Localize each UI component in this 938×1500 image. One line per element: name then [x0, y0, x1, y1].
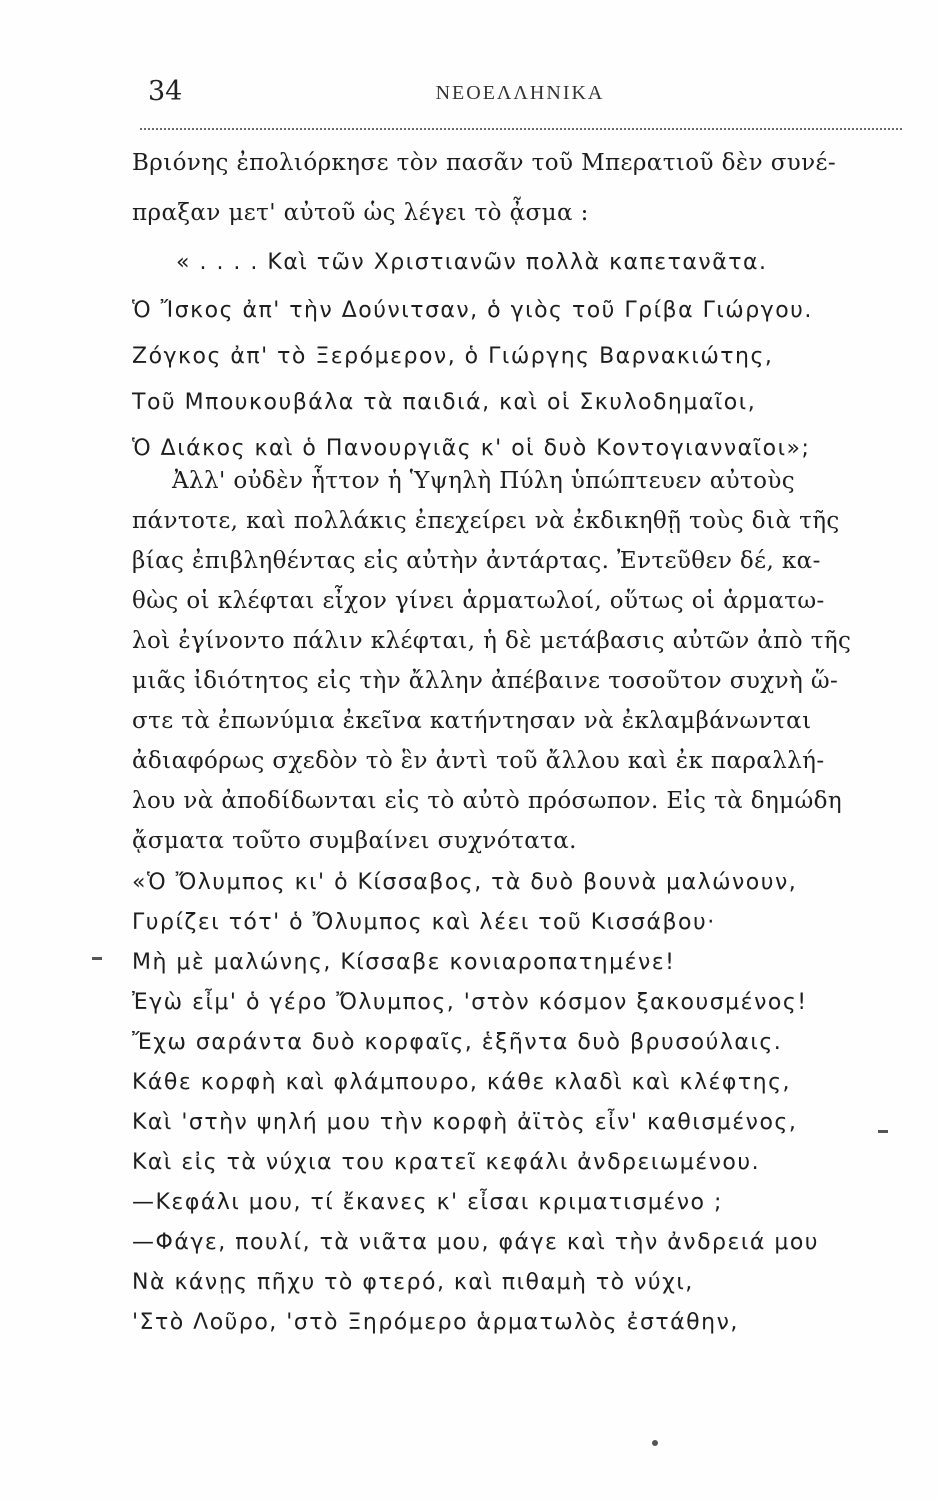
verse-line: Καὶ 'στὴν ψηλή μου τὴν κορφὴ ἀϊτὸς εἶν' καθισμένος, [132, 1110, 798, 1135]
verse-line: Κάθε κορφὴ καὶ φλάμπουρο, κάθε κλαδὶ καὶ κλέφτης, [132, 1070, 791, 1095]
text-line: λοὶ ἐγίνοντο πάλιν κλέφται, ἡ δὲ μετάβασις αὐτῶν ἀπὸ τῆς [132, 628, 852, 654]
verse-line: « . . . . Καὶ τῶν Χριστιανῶν πολλὰ καπετανᾶτα. [176, 250, 768, 275]
page-header [140, 76, 900, 120]
page-number: 34 [148, 76, 183, 107]
text-line: Βριόνης ἐπολιόρκησε τὸν πασᾶν τοῦ Μπερατιοῦ δὲν συνέ- [132, 150, 837, 176]
text-line: βίας ἐπιβληθέντας εἰς αὐτὴν ἀντάρτας. Ἐντεῦθεν δέ, κα- [132, 548, 821, 574]
verse-line: Ἐγὼ εἶμ' ὁ γέρο Ὄλυμπος, 'στὸν κόσμον ξακουσμένος! [132, 990, 808, 1015]
text-line: λου νὰ ἀποδίδωνται εἰς τὸ αὐτὸ πρόσωπον. Εἰς τὰ δημώδη [132, 788, 843, 814]
verse-line: Καὶ εἰς τὰ νύχια του κρατεῖ κεφάλι ἀνδρειωμένου. [132, 1150, 761, 1175]
text-line: μιᾶς ἰδιότητος εἰς τὴν ἄλλην ἀπέβαινε τοσοῦτον συχνὴ ὥ- [132, 668, 839, 694]
verse-line: Ὁ Ἴσκος ἀπ' τὴν Δούνιτσαν, ὁ γιὸς τοῦ Γρίβα Γιώργου. [132, 298, 813, 323]
verse-line: Ἔχω σαράντα δυὸ κορφαῖς, ἑξῆντα δυὸ βρυσούλαις. [132, 1030, 783, 1055]
verse-line: «Ὁ Ὄλυμπος κι' ὁ Κίσσαβος, τὰ δυὸ βουνὰ μαλώνουν, [132, 870, 798, 895]
margin-mark [92, 957, 102, 960]
verse-line: 'Στὸ Λοῦρο, 'στὸ Ξηρόμερο ἁρματωλὸς ἐστάθην, [132, 1310, 739, 1335]
margin-mark [878, 1130, 888, 1133]
ink-speck [652, 1440, 658, 1446]
text-line: θὼς οἱ κλέφται εἶχον γίνει ἁρματωλοί, οὕτως οἱ ἁρματω- [132, 588, 825, 614]
text-line: ᾄσματα τοῦτο συμβαίνει συχνότατα. [132, 828, 577, 854]
verse-line: Μὴ μὲ μαλώνης, Κίσσαβε κονιαροπατημένε! [132, 950, 676, 975]
text-line: πραξαν μετ' αὐτοῦ ὡς λέγει τὸ ᾆσμα : [132, 200, 589, 226]
text-line: Ἀλλ' οὐδὲν ἧττον ἡ Ὑψηλὴ Πύλη ὑπώπτευεν αὐτοὺς [172, 468, 796, 494]
running-title: ΝΕΟΕΛΛΗΝΙΚΑ [435, 82, 605, 104]
verse-line: Ὁ Διάκος καὶ ὁ Πανουργιᾶς κ' οἱ δυὸ Κοντογιανναῖοι»; [132, 436, 811, 461]
verse-line: Νὰ κάνῃς πῆχυ τὸ φτερό, καὶ πιθαμὴ τὸ νύχι, [132, 1270, 694, 1295]
text-line: στε τὰ ἐπωνύμια ἐκεῖνα κατήντησαν νὰ ἐκλαμβάνωνται [132, 708, 812, 734]
verse-line: Τοῦ Μπουκουβάλα τὰ παιδιά, καὶ οἱ Σκυλοδημαῖοι, [132, 390, 757, 415]
text-line: ἀδιαφόρως σχεδὸν τὸ ἓν ἀντὶ τοῦ ἄλλου καὶ ἐκ παραλλή- [132, 748, 825, 774]
text-line: πάντοτε, καὶ πολλάκις ἐπεχείρει νὰ ἐκδικηθῇ τοὺς διὰ τῆς [132, 508, 840, 534]
verse-line: —Κεφάλι μου, τί ἔκανες κ' εἶσαι κριματισμένο ; [132, 1190, 723, 1215]
verse-line: Ζόγκος ἀπ' τὸ Ξερόμερον, ὁ Γιώργης Βαρνακιώτης, [132, 344, 774, 369]
verse-line: Γυρίζει τότ' ὁ Ὄλυμπος καὶ λέει τοῦ Κισσάβου· [132, 910, 716, 935]
header-rule [140, 128, 902, 130]
verse-line: —Φάγε, πουλί, τὰ νιᾶτα μου, φάγε καὶ τὴν ἀνδρειά μου [132, 1230, 820, 1255]
